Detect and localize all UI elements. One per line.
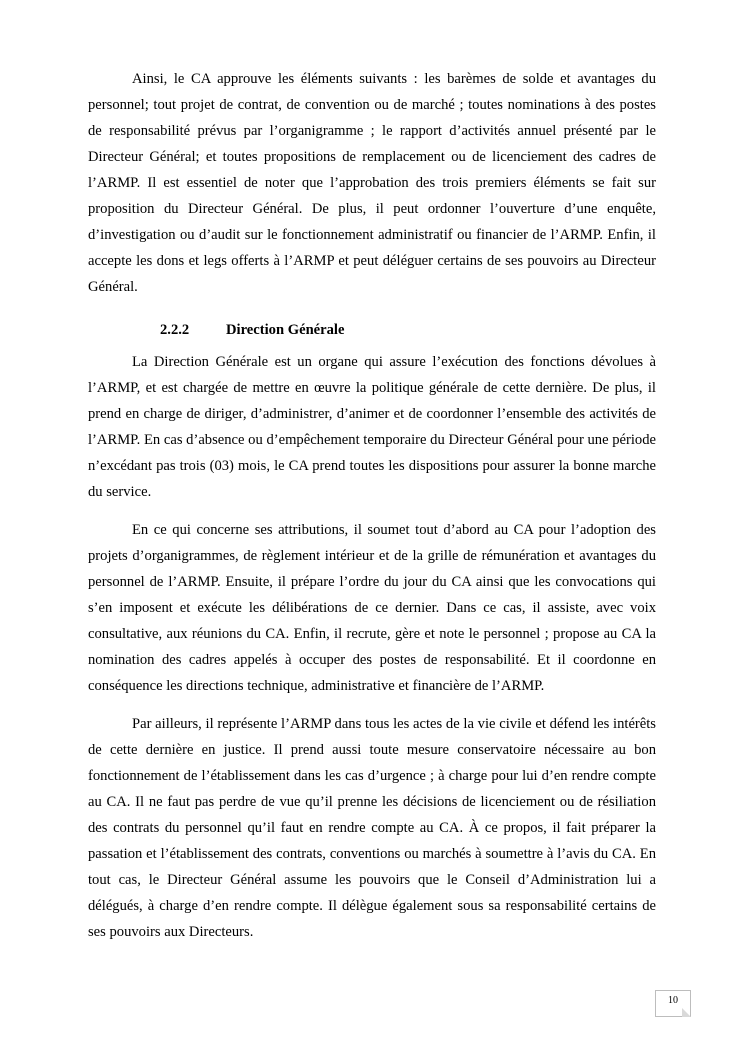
page-number: 10 — [668, 995, 678, 1006]
page-fold-icon — [682, 1008, 691, 1017]
section-title: Direction Générale — [226, 322, 345, 338]
document-page — [88, 66, 656, 945]
page-number-box — [655, 990, 691, 1017]
intro-paragraph: Ainsi, le CA approuve les éléments suivants : les barèmes de solde et avantages du personnel; tout projet de contrat, de convention ou de marché ; toutes nominations à des postes de responsabilité prévus par l’organigramme ; le rapport d’activités annuel présenté par le Directeur Général; et toutes propositions de remplacement ou de licenciement des cadres de l’ARMP. Il est essentiel de noter que l’approbation des trois premiers éléments se fait sur proposition du Directeur Général. De plus, il peut ordonner l’ouverture d’une enquête, d’investigation ou d’audit sur le fonctionnement administratif ou financier de l’ARMP. Enfin, il accepte les dons et legs offerts à l’ARMP et peut déléguer certains de ses pouvoirs au Directeur Général. — [88, 71, 656, 295]
section-heading — [88, 320, 656, 340]
section-paragraph-2: En ce qui concerne ses attributions, il soumet tout d’abord au CA pour l’adoption des projets d’organigrammes, de règlement intérieur et de la grille de rémunération et avantages du personnel de l’ARMP. Ensuite, il prépare l’ordre du jour du CA ainsi que les convocations qui s’en imposent et exécute les délibérations de ce dernier. Dans ce cas, il assiste, avec voix consultative, aux réunions du CA. Enfin, il recrute, gère et note le personnel ; propose au CA la nomination des cadres appelés à occuper des postes de responsabilité. Et il coordonne en conséquence les directions technique, administrative et financière de l’ARMP. — [88, 522, 656, 694]
section-paragraph-1: La Direction Générale est un organe qui assure l’exécution des fonctions dévolues à l’ARMP, et est chargée de mettre en œuvre la politique générale de cette dernière. De plus, il prend en charge de diriger, d’administrer, d’animer et de coordonner l’ensemble des activités de l’ARMP. En cas d’absence ou d’empêchement temporaire du Directeur Général pour une période n’excédant pas trois (03) mois, le CA prend toutes les dispositions pour assurer la bonne marche du service. — [88, 354, 656, 500]
section-number: 2.2.2 — [160, 322, 190, 338]
section-paragraph-3: Par ailleurs, il représente l’ARMP dans tous les actes de la vie civile et défend les intérêts de cette dernière en justice. Il prend aussi toute mesure conservatoire nécessaire au bon fonctionnement de l’établissement dans les cas d’urgence ; à charge pour lui d’en rendre compte au CA. Il ne faut pas perdre de vue qu’il prenne les décisions de licenciement ou de résiliation des contrats du personnel qu’il faut en rendre compte au CA. À ce propos, il fait préparer la passation et l’établissement des contrats, conventions ou marchés à soumettre à l’avis du CA. En tout cas, le Directeur Général assume les pouvoirs que le Conseil d’Administration lui a délégués, à charge d’en rendre compte. Il délègue également sous sa responsabilité certains de ses pouvoirs aux Directeurs. — [88, 716, 656, 940]
